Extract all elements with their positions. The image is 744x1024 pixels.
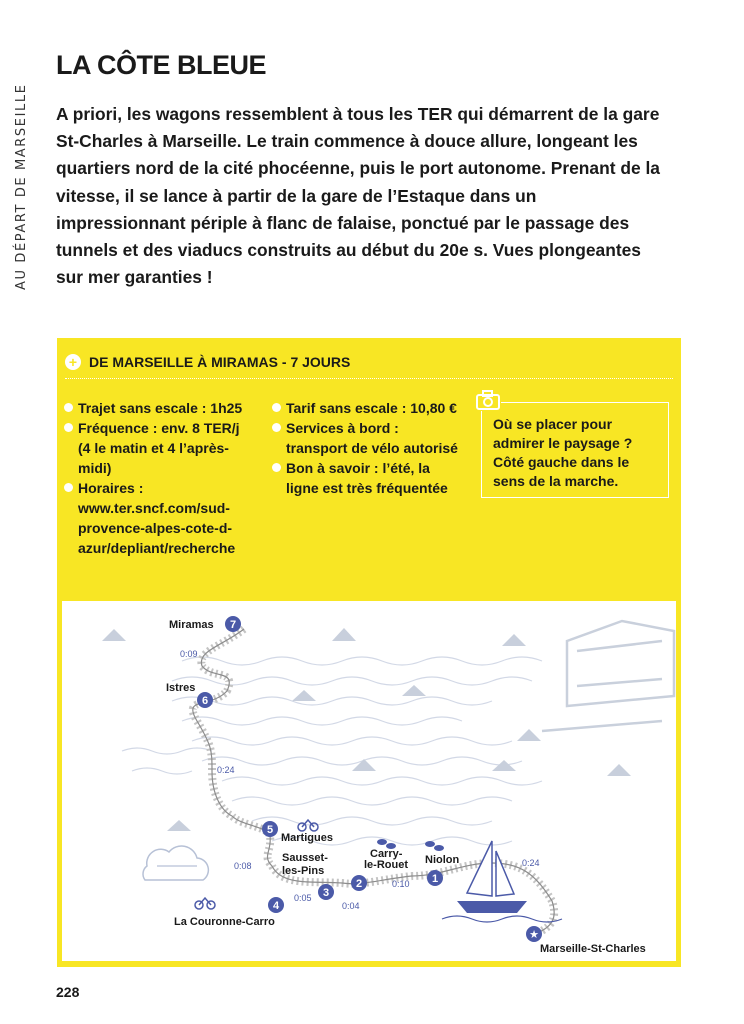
- list-item: Services à bord : transport de vélo autorisé: [272, 418, 462, 458]
- station-7: [169, 616, 241, 632]
- info-list-right: [272, 398, 462, 498]
- segment-time: 0:08: [234, 861, 252, 871]
- segment-time: 0:10: [392, 879, 410, 889]
- station-name: Marseille-St-Charles: [540, 943, 646, 955]
- station-name: Sausset-: [282, 852, 328, 864]
- station-6: [166, 682, 213, 708]
- tip-text: Où se placer pour admirer le paysage ? Côté gauche dans le sens de la marche.: [493, 416, 633, 489]
- segment-time: 0:05: [294, 893, 312, 903]
- station-name: Carry-: [370, 848, 403, 860]
- station-number: 6: [201, 695, 209, 707]
- star-icon: ★: [529, 929, 539, 941]
- section-label: AU DÉPART DE MARSEILLE: [14, 83, 29, 290]
- list-item: Fréquence : env. 8 TER/j (4 le matin et 4 l’après-midi): [64, 418, 254, 478]
- plus-icon: +: [65, 354, 81, 370]
- page-number: 228: [56, 984, 80, 1000]
- segment-time: 0:04: [342, 901, 360, 911]
- station-number: 5: [266, 824, 274, 836]
- station-start: [526, 926, 646, 955]
- list-item: Horaires : www.ter.sncf.com/sud-provence-alpes-cote-d-azur/depliant/recherche: [64, 478, 254, 558]
- list-item: Bon à savoir : l’été, la ligne est très fréquentée: [272, 458, 462, 498]
- map-illustration: [62, 601, 676, 961]
- station-4: [174, 897, 284, 928]
- segment-time: 0:24: [217, 765, 235, 775]
- station-name: Niolon: [425, 854, 460, 866]
- list-item: Tarif sans escale : 10,80 €: [272, 398, 462, 418]
- info-box-title: DE MARSEILLE À MIRAMAS - 7 JOURS: [89, 354, 351, 370]
- list-item: Trajet sans escale : 1h25: [64, 398, 254, 418]
- train-icon: [542, 621, 674, 731]
- divider: [65, 378, 673, 379]
- cloud-icons: [143, 846, 208, 880]
- station-name: Istres: [166, 682, 196, 694]
- station-name: Martigues: [281, 832, 333, 844]
- station-name: La Couronne-Carro: [174, 916, 275, 928]
- info-box-header: [65, 354, 350, 370]
- camera-icon: [475, 389, 501, 411]
- tip-box: [481, 402, 669, 498]
- station-number: 7: [229, 619, 237, 631]
- station-name: le-Rouet: [364, 859, 408, 871]
- station-number: 1: [431, 873, 439, 885]
- route-map: [62, 601, 676, 961]
- page-title: LA CÔTE BLEUE: [56, 50, 267, 80]
- info-box: [57, 338, 681, 967]
- station-number: 3: [322, 887, 330, 899]
- sailboat-icon: [442, 841, 562, 922]
- station-number: 4: [272, 900, 280, 912]
- station-name: les-Pins: [282, 865, 325, 877]
- segment-time: 0:09: [180, 649, 198, 659]
- segment-time: 0:24: [522, 858, 540, 868]
- station-name: Miramas: [169, 619, 214, 631]
- station-number: 2: [355, 878, 363, 890]
- info-list-left: [64, 398, 254, 558]
- intro-paragraph: A priori, les wagons ressemblent à tous les TER qui démarrent de la gare St-Charles à Marseille. Le train commence à douce allure, longeant les quartiers nord de la cité phocéenne, puis le port autonome. Prenant de la vitesse, il se lance à partir de la gare de l’Estaque dans un impressionnant périple à flanc de falaise, ponctué par le passage des tunnels et des viaducs construits au début du 20e s. Vues plongeantes sur mer garanties !: [56, 104, 660, 288]
